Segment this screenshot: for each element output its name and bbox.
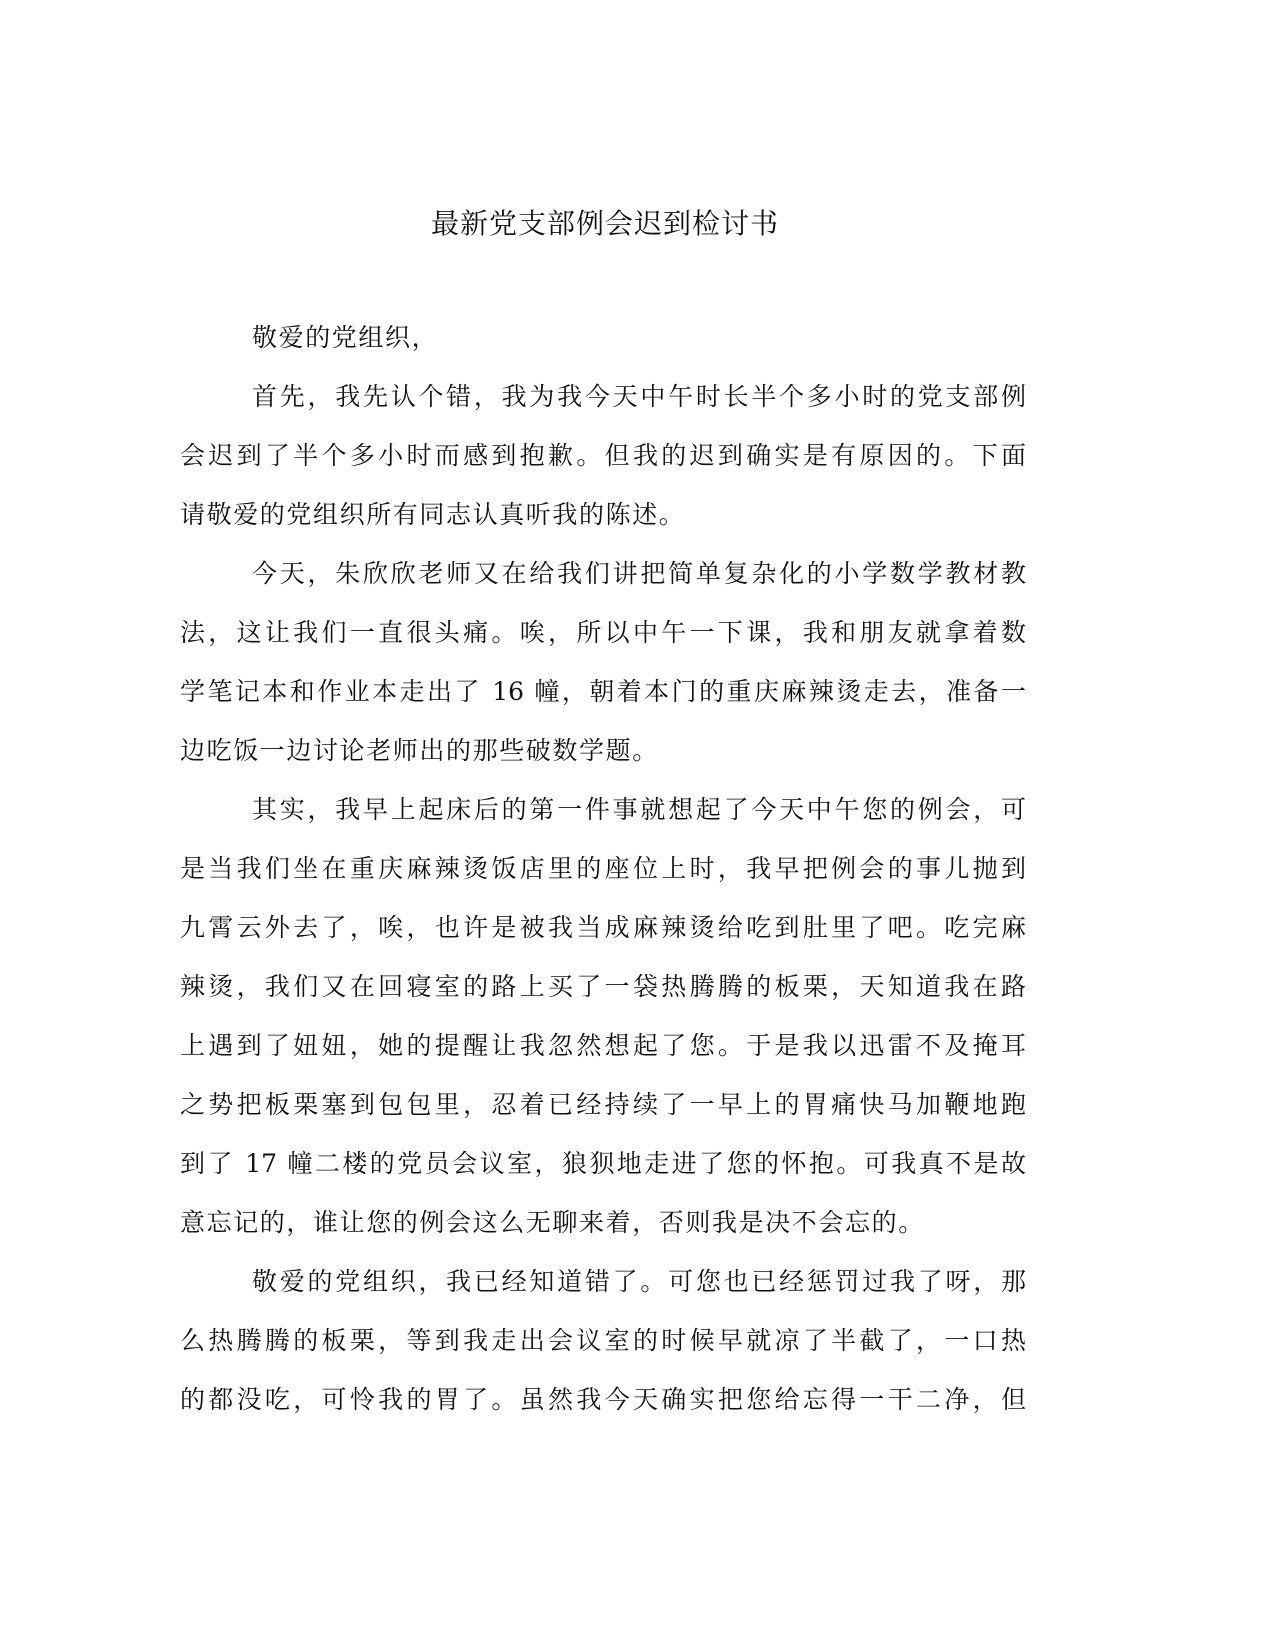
text-line: 首先，我先认个错，我为我今天中午时长半个多小时的党支部例 [252, 382, 1026, 411]
paragraph [180, 554, 1026, 790]
text-line: 么热腾腾的板栗，等到我走出会议室的时候早就凉了半截了，一口热 [180, 1326, 1026, 1355]
text-line: 辣烫，我们又在回寝室的路上买了一袋热腾腾的板栗，天知道我在路 [180, 972, 1026, 1001]
text-line: 敬爱的党组织，我已经知道错了。可您也已经惩罚过我了呀，那 [252, 1267, 1026, 1296]
text-line: 的都没吃，可怜我的胃了。虽然我今天确实把您给忘得一干二净，但 [180, 1385, 1026, 1414]
paragraph [180, 377, 1026, 554]
text-line: 边吃饭一边讨论老师出的那些破数学题。 [180, 736, 659, 765]
paragraph [180, 318, 1026, 377]
text-line: 法，这让我们一直很头痛。唉，所以中午一下课，我和朋友就拿着数 [180, 618, 1026, 647]
document-title: 最新党支部例会迟到检讨书 [430, 207, 779, 240]
text-line: 之势把板栗塞到包包里，忍着已经持续了一早上的胃痛快马加鞭地跑 [180, 1090, 1026, 1119]
document-body [180, 318, 1026, 1439]
text-line: 会迟到了半个多小时而感到抱歉。但我的迟到确实是有原因的。下面 [180, 441, 1026, 470]
paragraph [180, 790, 1026, 1262]
text-line: 请敬爱的党组织所有同志认真听我的陈述。 [180, 500, 686, 529]
text-line: 敬爱的党组织， [252, 323, 439, 352]
text-line: 上遇到了妞妞，她的提醒让我忽然想起了您。于是我以迅雷不及掩耳 [180, 1031, 1026, 1060]
text-line: 到了 17 幢二楼的党员会议室，狼狈地走进了您的怀抱。可我真不是故 [180, 1149, 1026, 1178]
text-line: 其实，我早上起床后的第一件事就想起了今天中午您的例会，可 [252, 795, 1026, 824]
text-line: 是当我们坐在重庆麻辣烫饭店里的座位上时，我早把例会的事儿抛到 [180, 854, 1026, 883]
text-line: 意忘记的，谁让您的例会这么无聊来着，否则我是决不会忘的。 [180, 1208, 925, 1237]
text-line: 学笔记本和作业本走出了 16 幢，朝着本门的重庆麻辣烫走去，准备一 [180, 677, 1026, 706]
paragraph [180, 1262, 1026, 1439]
text-line: 九霄云外去了，唉，也许是被我当成麻辣烫给吃到肚里了吧。吃完麻 [180, 913, 1026, 942]
text-line: 今天，朱欣欣老师又在给我们讲把简单复杂化的小学数学教材教 [252, 559, 1026, 588]
